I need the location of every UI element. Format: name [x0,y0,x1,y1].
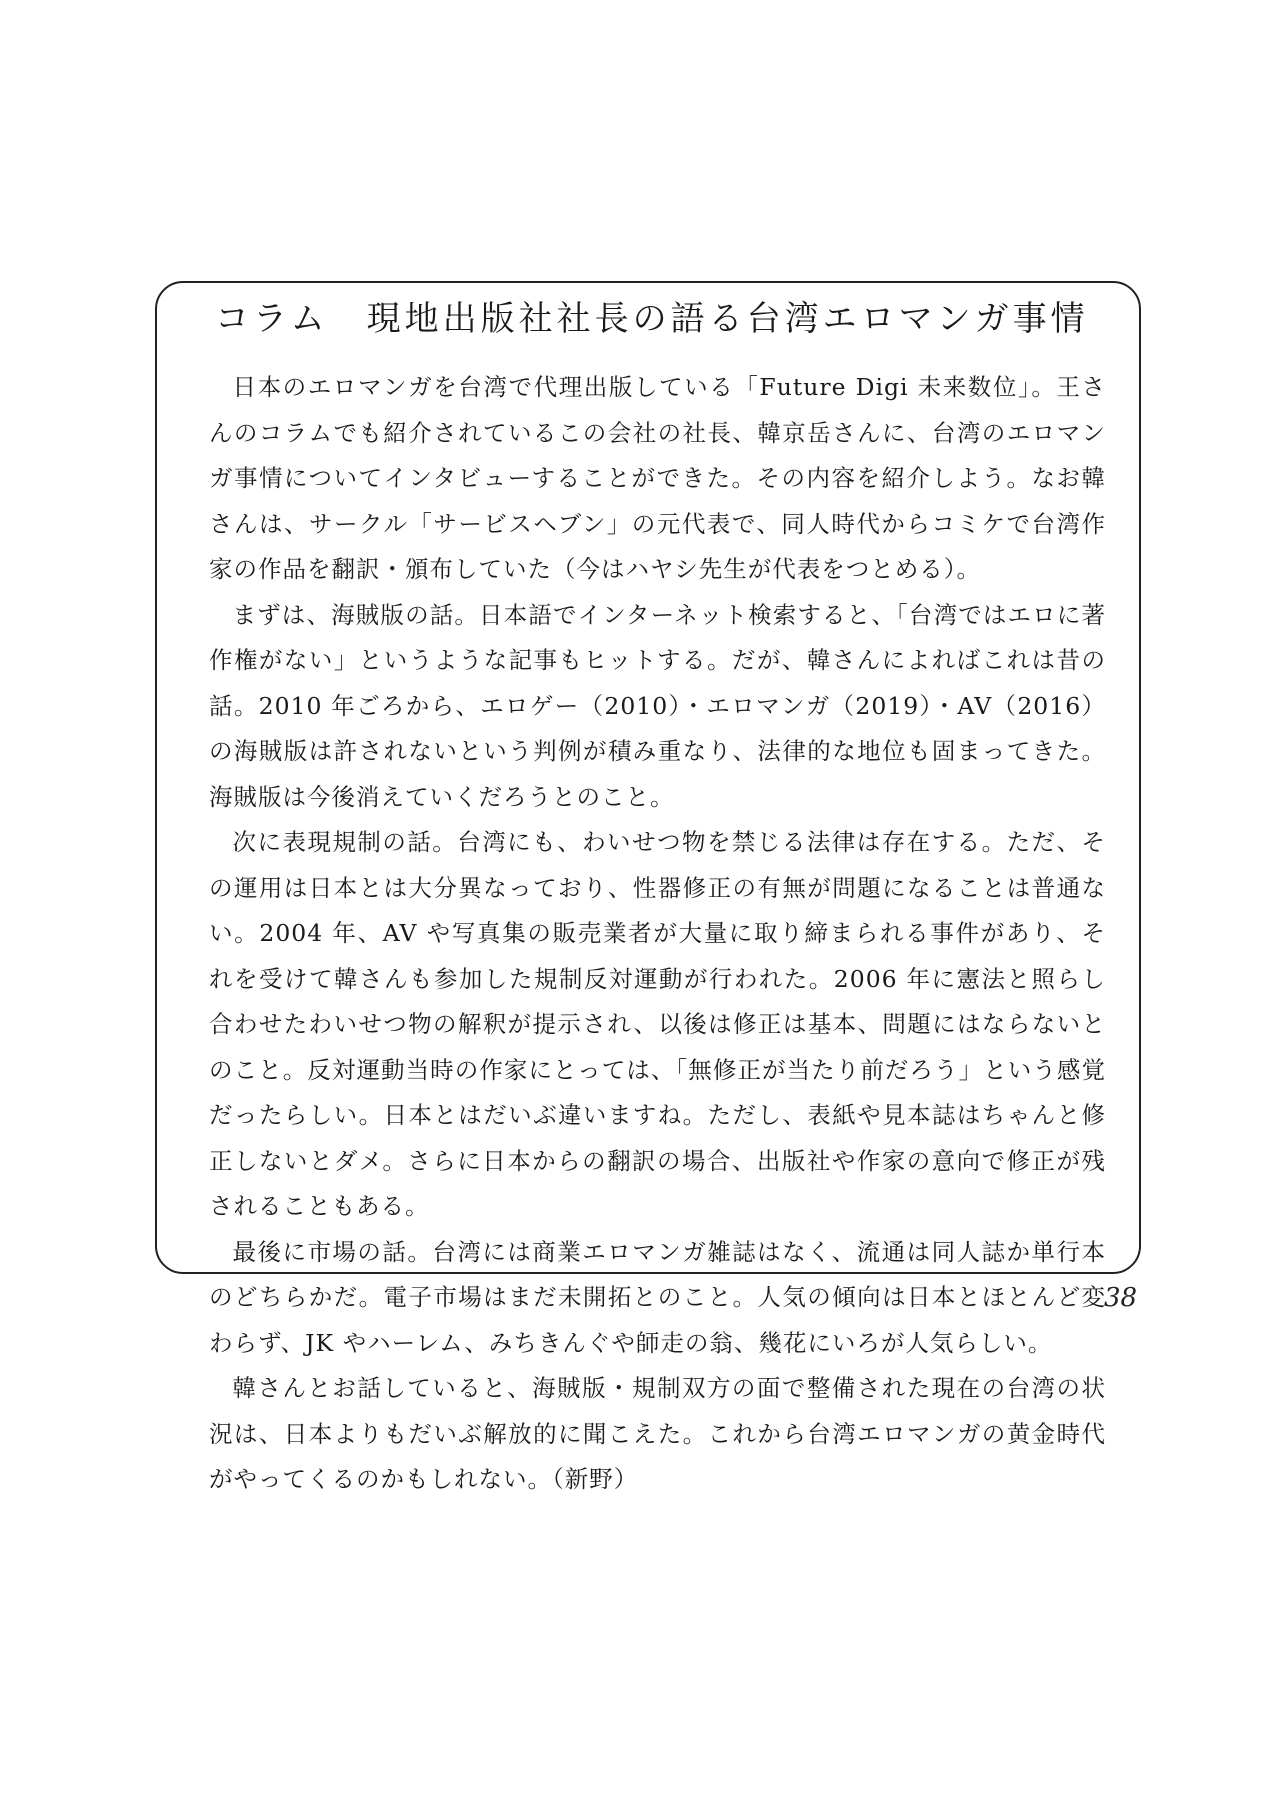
column-body [209,365,1106,1503]
paragraph-conclusion: 韓さんとお話していると、海賊版・規制双方の面で整備された現在の台湾の状況は、日本よりもだいぶ解放的に聞こえた。これから台湾エロマンガの黄金時代がやってくるのかもしれない。（新野） [209,1374,1106,1493]
paragraph-piracy: まずは、海賊版の話。日本語でインターネット検索すると、「台湾ではエロに著作権がない」というような記事もヒットする。だが、韓さんによればこれは昔の話。2010 年ごろから、エロゲー（2010）・エロマンガ（2019）・AV（2016）の海賊版は許されないという判例が積み重なり、法律的な地位も固まってきた。海賊版は今後消えていくだろうとのこと。 [209,600,1106,811]
page-number: 38 [1104,1283,1138,1313]
paragraph-market: 最後に市場の話。台湾には商業エロマンガ雑誌はなく、流通は同人誌か単行本のどちらかだ。電子市場はまだ未開拓とのこと。人気の傾向は日本とほとんど変わらず、JK やハーレム、みちきんぐや師走の翁、幾花にいろが人気らしい。 [209,1237,1106,1357]
paragraph-regulation: 次に表現規制の話。台湾にも、わいせつ物を禁じる法律は存在する。ただ、その運用は日本とは大分異なっており、性器修正の有無が問題になることは普通ない。2004 年、AV や写真集の販売業者が大量に取り締まられる事件があり、それを受けて韓さんも参加した規制反対運動が行われた。2006 年に憲法と照らし合わせたわいせつ物の解釈が提示され、以後は修正は基本、問題にはならないとのこと。反対運動当時の作家にとっては、「無修正が当たり前だろう」という感覚だったらしい。日本とはだいぶ違いますね。ただし、表紙や見本誌はちゃんと修正しないとダメ。さらに日本からの翻訳の場合、出版社や作家の意向で修正が残されることもある。 [209,828,1106,1220]
paragraph-intro: 日本のエロマンガを台湾で代理出版している「Future Digi 未来数位」。王さんのコラムでも紹介されているこの会社の社長、韓京岳さんに、台湾のエロマンガ事情についてインタビューすることができた。その内容を紹介しよう。なお韓さんは、サークル「サービスヘブン」の元代表で、同人時代からコミケで台湾作家の作品を翻訳・頒布していた（今はハヤシ先生が代表をつとめる）。 [209,373,1106,583]
column-title: コラム 現地出版社社長の語る台湾エロマンガ事情 [215,299,1089,339]
